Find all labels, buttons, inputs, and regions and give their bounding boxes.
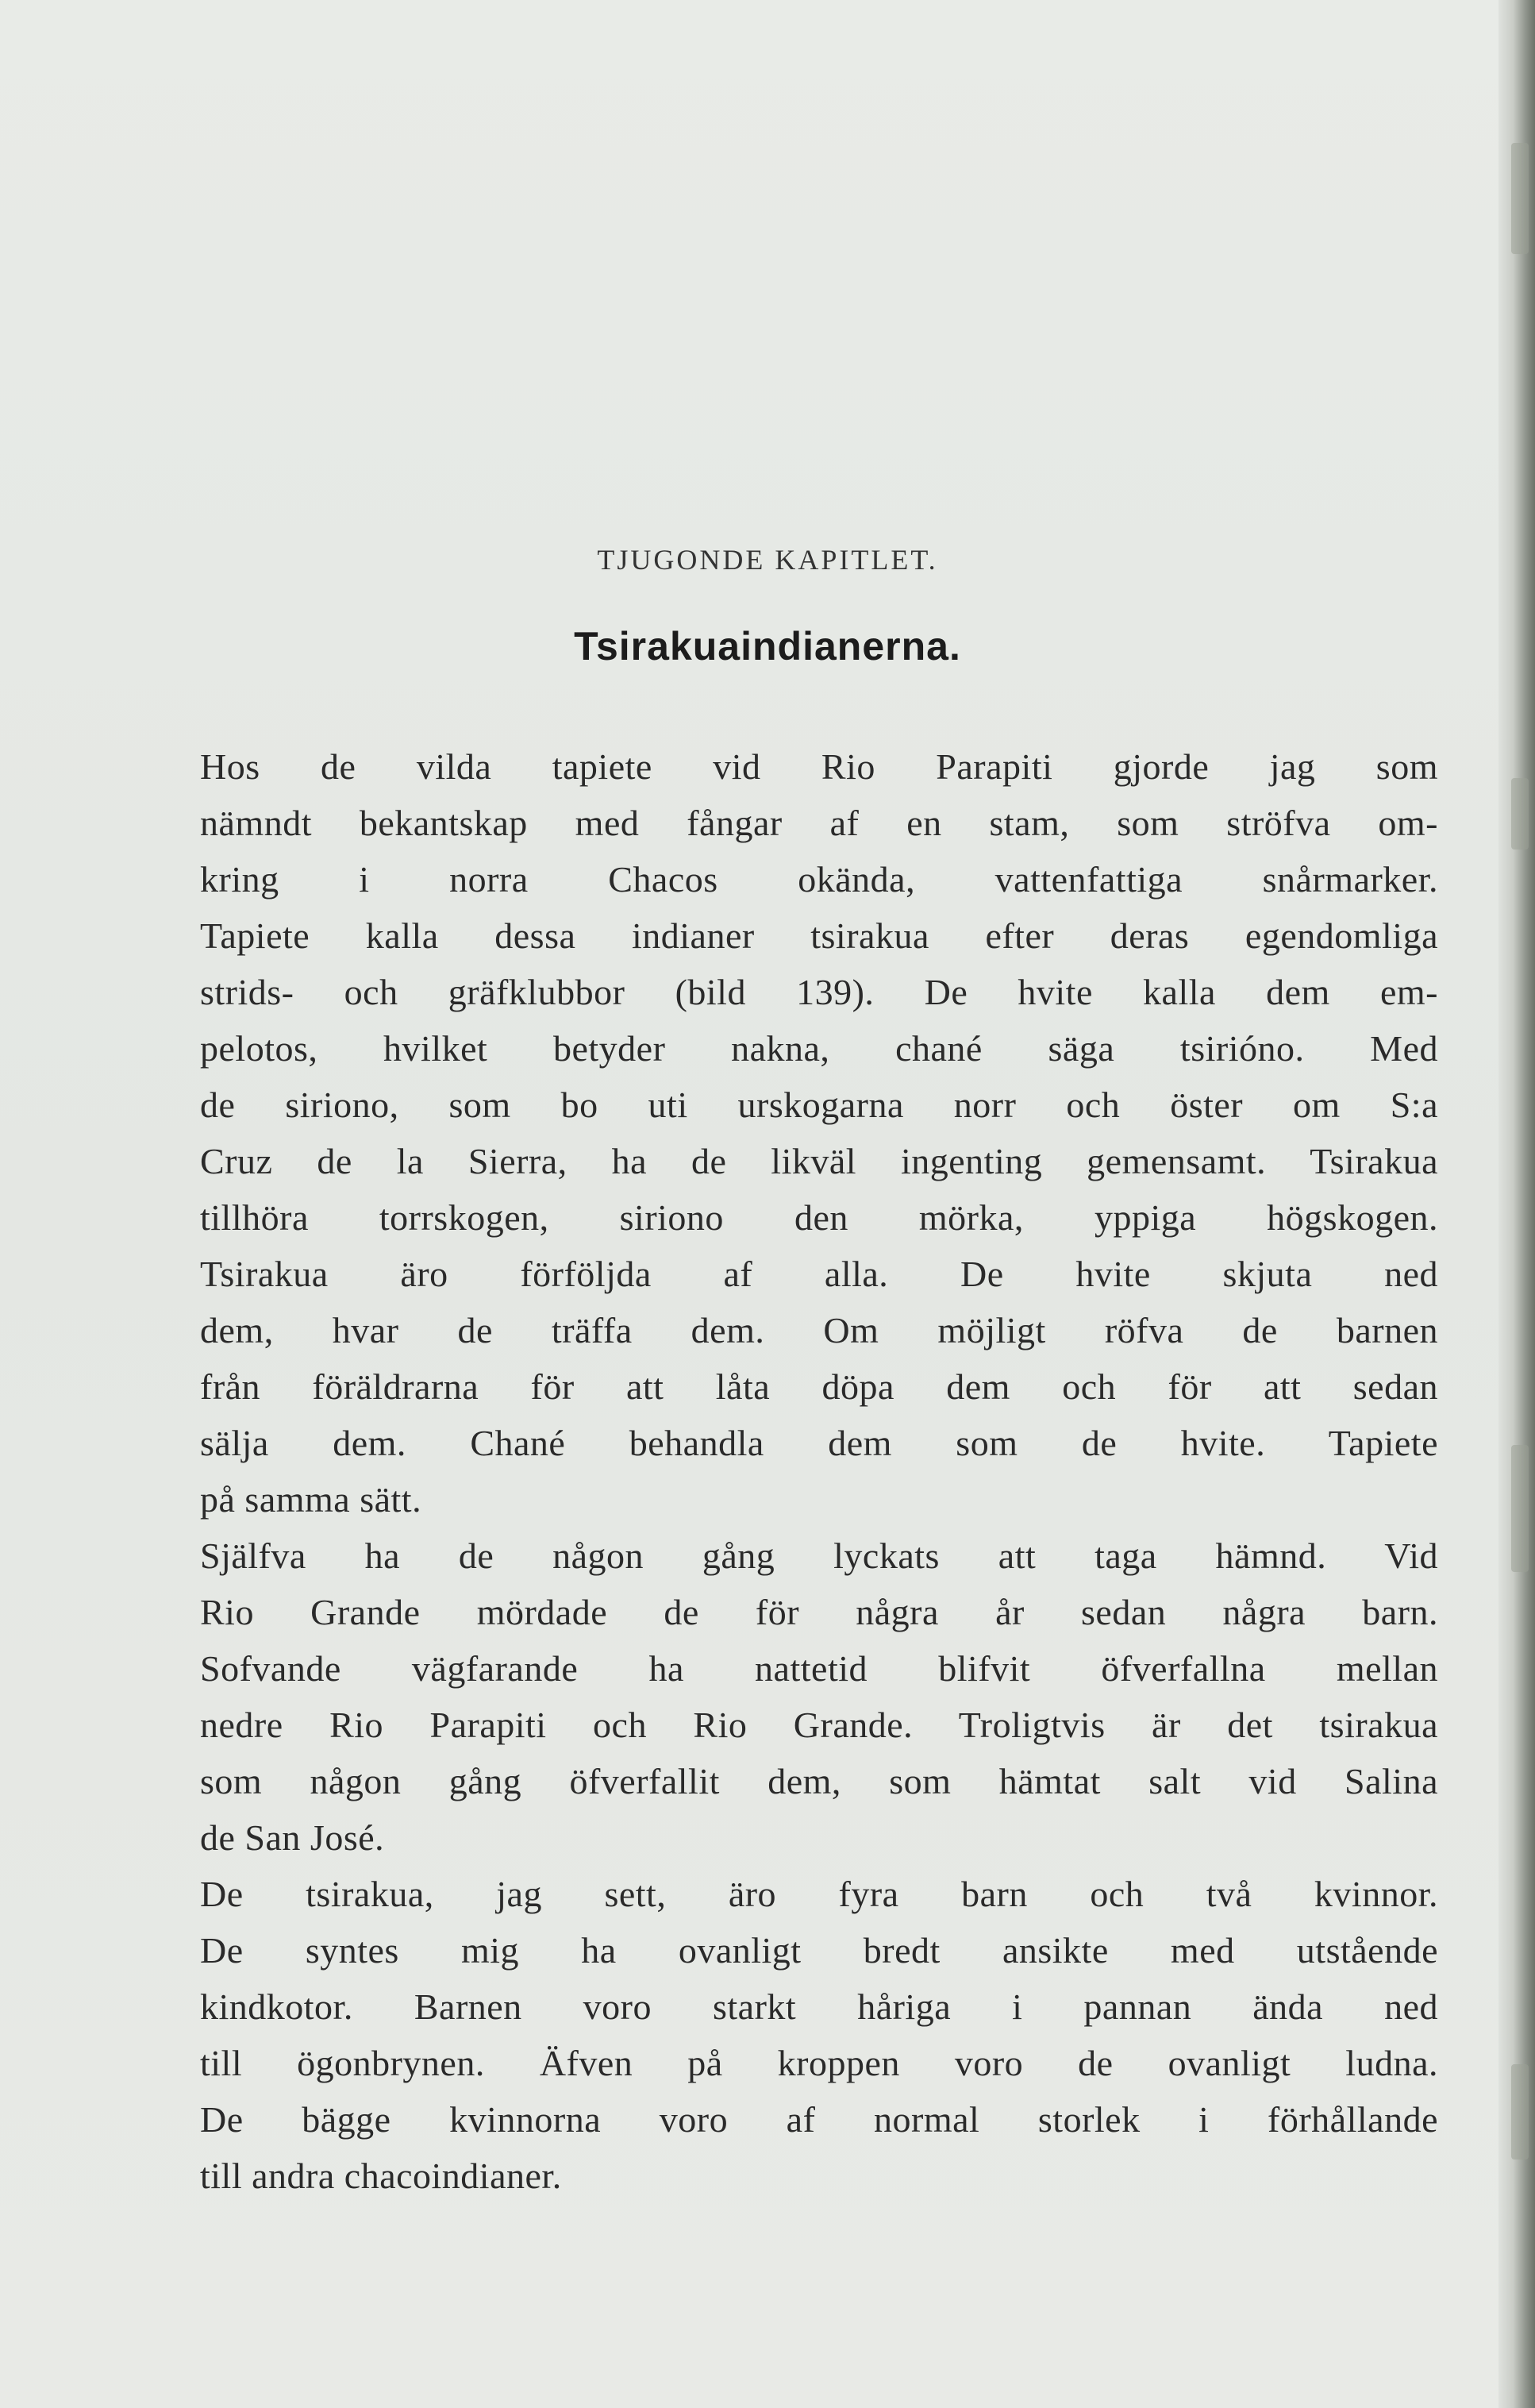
text-line: strids- och gräfklubbor (bild 139). De hvite kalla dem em- [200, 972, 1438, 1012]
text-line: till andra chacoindianer. [200, 2156, 562, 2196]
text-line: från föräldrarna för att låta döpa dem och för att sedan [200, 1366, 1438, 1407]
text-line: dem, hvar de träffa dem. Om möjligt röfva de barnen [200, 1310, 1438, 1350]
edge-stain [1511, 143, 1529, 254]
edge-stain [1511, 778, 1529, 850]
text-line: de siriono, som bo uti urskogarna norr och öster om S:a [200, 1085, 1438, 1125]
text-line: De syntes mig ha ovanligt bredt ansikte med utstående [200, 1930, 1438, 1971]
text-line: De tsirakua, jag sett, äro fyra barn och två kvinnor. [200, 1874, 1438, 1914]
page-edge-shadow [1498, 0, 1535, 2408]
text-line: på samma sätt. [200, 1479, 422, 1520]
text-line: Rio Grande mördade de för några år sedan några barn. [200, 1592, 1438, 1632]
edge-stain [1511, 2064, 1529, 2159]
text-line: Sofvande vägfarande ha nattetid blifvit öfverfallna mellan [200, 1648, 1438, 1689]
text-line: Hos de vilda tapiete vid Rio Parapiti gjorde jag som [200, 746, 1438, 787]
edge-stain [1511, 1445, 1529, 1572]
text-line: nämndt bekantskap med fångar af en stam, som ströfva om- [200, 803, 1438, 843]
text-line: Cruz de la Sierra, ha de likväl ingenting gemensamt. Tsirakua [200, 1141, 1438, 1181]
text-line: de San José. [200, 1817, 385, 1858]
text-line: Tsirakua äro förföljda af alla. De hvite skjuta ned [200, 1254, 1438, 1294]
text-line: kindkotor. Barnen voro starkt håriga i pannan ända ned [200, 1986, 1438, 2027]
text-line: tillhöra torrskogen, siriono den mörka, yppiga högskogen. [200, 1197, 1438, 1238]
chapter-label: TJUGONDE KAPITLET. [597, 544, 938, 576]
text-line: De bägge kvinnorna voro af normal storlek i förhållande [200, 2099, 1438, 2140]
text-line: till ögonbrynen. Äfven på kroppen voro de ovanligt ludna. [200, 2043, 1438, 2083]
text-line: Tapiete kalla dessa indianer tsirakua efter deras egendomliga [200, 915, 1438, 956]
text-line: kring i norra Chacos okända, vattenfattiga snårmarker. [200, 859, 1438, 900]
text-line: nedre Rio Parapiti och Rio Grande. Troligtvis är det tsirakua [200, 1705, 1438, 1745]
text-line: pelotos, hvilket betyder nakna, chané säga tsirióno. Med [200, 1028, 1438, 1069]
chapter-title: Tsirakuaindianerna. [574, 624, 961, 668]
text-line: sälja dem. Chané behandla dem som de hvite. Tapiete [200, 1423, 1438, 1463]
text-line: som någon gång öfverfallit dem, som hämtat salt vid Salina [200, 1761, 1438, 1801]
text-line: Själfva ha de någon gång lyckats att taga hämnd. Vid [200, 1535, 1438, 1576]
body-text [200, 738, 1438, 2204]
